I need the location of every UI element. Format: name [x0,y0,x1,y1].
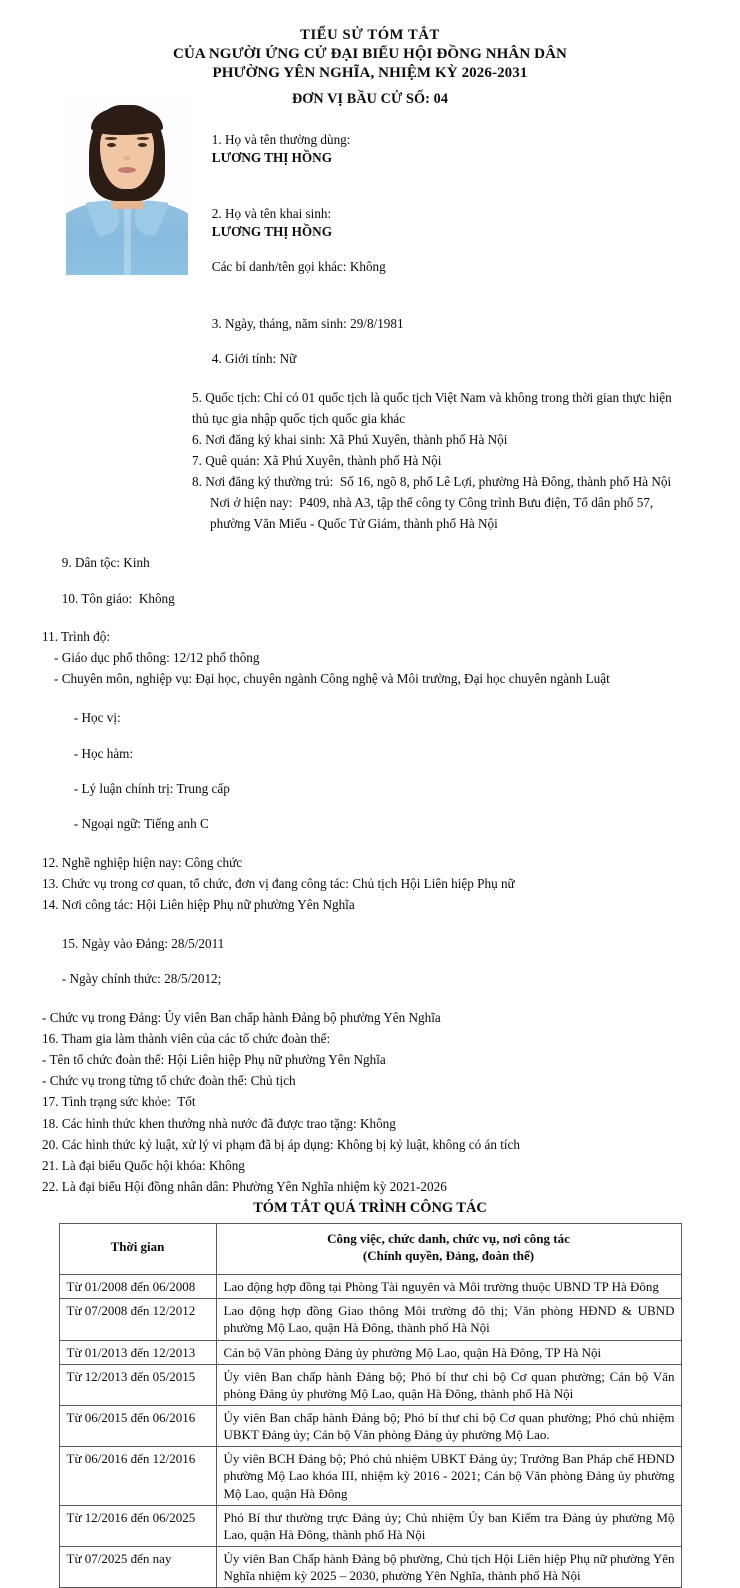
career-row-period: Từ 07/2025 đến nay [59,1547,216,1588]
field-nationality-line2: thủ tục gia nhập quốc tịch quốc gia khác [192,410,406,426]
field-occupation: 12. Nghề nghiệp hiện nay: Công chức [42,855,243,871]
career-col-task [216,1223,681,1274]
career-table-title: TÓM TẮT QUÁ TRÌNH CÔNG TÁC [253,1200,487,1217]
field-full-name-label: 1. Họ và tên thường dùng: [211,132,351,148]
career-row-period: Từ 12/2013 đến 05/2015 [59,1364,216,1405]
career-table-row [59,1340,681,1364]
photo-eye-right [138,143,147,147]
field-political-theory: - Lý luận chính trị: Trung cấp [73,780,230,796]
career-row-task: Ủy viên BCH Đảng bộ; Phó chủ nhiệm UBKT Đảng ủy; Trưởng Ban Pháp chế HĐND phường Mộ Lao khóa III, nhiệm kỳ 2016 - 2021; Cán bộ Văn phòng Đảng ủy phường Mộ Lao, quận Hà Đông [216,1447,681,1505]
career-row-period: Từ 06/2015 đến 06/2016 [59,1406,216,1447]
photo-eyebrow-left [105,137,117,140]
field-current-residence-line2: phường Văn Miếu - Quốc Tử Giám, thành phố Hà Nội [210,516,498,532]
field-academic-degree: - Học vị: [73,710,121,726]
field-party-dates [42,917,708,1005]
field-full-name-value: LƯƠNG THỊ HỒNG [211,149,332,165]
career-row-task: Ủy viên Ban Chấp hành Đảng bộ phường, Chủ tịch Hội Liên hiệp Phụ nữ phường Yên Nghĩa nhiệm kỳ 2025 – 2030, phường Yên Nghĩa, thành phố Hà Nội [216,1547,681,1588]
title-line-1: TIỂU SỬ TÓM TẮT [300,27,440,43]
field-party-official-date: - Ngày chính thức: 28/5/2012; [61,971,222,987]
field-birth-date: 3. Ngày, tháng, năm sinh: 29/8/1981 [211,315,404,331]
field-academic-rank: - Học hàm: [73,745,134,761]
field-religion: 10. Tôn giáo: Không [61,590,175,606]
career-row-task: Ủy viên Ban chấp hành Đảng bộ; Phó bí thư chi bộ Cơ quan phường; Phó chủ nhiệm UBKT Đảng ủy; Cán bộ Văn phòng Đảng ủy phường Mộ Lao. [216,1406,681,1447]
field-birth-name-label: 2. Họ và tên khai sinh: [211,206,332,222]
candidate-photo [66,95,188,275]
field-organization-position: - Chức vụ trong từng tổ chức đoàn thể: Chủ tịch [42,1073,296,1089]
field-nationality-line1: 5. Quốc tịch: Chỉ có 01 quốc tịch là quốc tịch Việt Nam và không trong thời gian thực hiện [192,389,672,405]
field-foreign-language: - Ngoại ngữ: Tiếng anh C [73,816,209,832]
photo-eye-left [107,143,116,147]
career-table-row [59,1547,681,1588]
career-table-row [59,1299,681,1340]
career-table-header-row [59,1223,681,1274]
career-col-task-line2: (Chính quyền, Đảng, đoàn thể) [362,1247,535,1263]
photo-mouth [118,167,136,173]
career-row-period: Từ 01/2008 đến 06/2008 [59,1275,216,1299]
field-national-assembly-delegate: 21. Là đại biểu Quốc hội khóa: Không [42,1157,245,1173]
career-table-row [59,1406,681,1447]
title-line-2: CỦA NGƯỜI ỨNG CỬ ĐẠI BIỂU HỘI ĐỒNG NHÂN DÂN [173,45,567,62]
field-health-status: 17. Tình trạng sức khỏe: Tốt [42,1094,196,1110]
career-table-row [59,1364,681,1405]
career-table [59,1223,682,1588]
field-ethnicity: 9. Dân tộc: Kinh [61,555,150,571]
field-birth-registration: 6. Nơi đăng ký khai sinh: Xã Phú Xuyên, thành phố Hà Nội [192,432,508,448]
career-row-task: Lao động hợp đồng Giao thông Môi trường đô thị; Văn phòng HĐND & UBND phường Mộ Lao, quận Hà Đông, thành phố Hà Nội [216,1299,681,1340]
field-academic-row [54,692,708,851]
field-organization-name: - Tên tổ chức đoàn thể: Hội Liên hiệp Phụ nữ phường Yên Nghĩa [42,1052,386,1068]
career-row-task: Phó Bí thư thường trực Đảng ủy; Chủ nhiệm Ủy ban Kiểm tra Đảng ủy phường Mộ Lao, quận Hà Đông, thành phố Hà Nội [216,1505,681,1546]
field-permanent-residence: 8. Nơi đăng ký thường trú: Số 16, ngõ 8, phố Lê Lợi, phường Hà Đông, thành phố Hà Nội [192,474,672,490]
field-professional-education: - Chuyên môn, nghiệp vụ: Đại học, chuyên ngành Công nghệ và Môi trường, Đại học chuyên ngành Luật [54,671,610,687]
field-ethnicity-religion [42,536,708,624]
field-party-position: - Chức vụ trong Đảng: Ủy viên Ban chấp hành Đảng bộ phường Yên Nghĩa [42,1010,441,1026]
field-party-join-date: 15. Ngày vào Đảng: 28/5/2011 [61,936,225,952]
field-hometown: 7. Quê quán: Xã Phú Xuyên, thành phố Hà Nội [192,453,442,469]
career-col-task-line1: Công việc, chức danh, chức vụ, nơi công tác [327,1230,570,1246]
photo-eyebrow-right [137,137,149,140]
field-current-residence-line1: Nơi ở hiện nay: P409, nhà A3, tập thể công ty Công trình Bưu điện, Tổ dân phố 57, [210,495,654,511]
career-row-task: Lao động hợp đồng tại Phòng Tài nguyên và Môi trường thuộc UBND TP Hà Đông [216,1275,681,1299]
field-birth-date-gender [192,297,708,385]
field-gender: 4. Giới tính: Nữ [211,351,297,367]
field-current-position: 13. Chức vụ trong cơ quan, tổ chức, đơn vị đang công tác: Chủ tịch Hội Liên hiệp Phụ nữ [42,876,515,892]
field-disciplinary-actions: 20. Các hình thức kỷ luật, xử lý vi phạm đã bị áp dụng: Không bị kỷ luật, không có án tích [42,1136,520,1152]
career-table-row [59,1505,681,1546]
election-unit: ĐƠN VỊ BẦU CỬ SỐ: 04 [291,90,449,107]
career-row-task: Cán bộ Văn phòng Đảng ủy phường Mộ Lao, quận Hà Đông, TP Hà Nội [216,1340,681,1364]
career-row-period: Từ 12/2016 đến 06/2025 [59,1505,216,1546]
field-organizations-heading: 16. Tham gia làm thành viên của các tổ chức đoàn thể: [42,1031,331,1047]
field-alias: Các bí danh/tên gọi khác: Không [211,259,386,275]
photo-shirt [66,201,188,275]
field-people-council-delegate: 22. Là đại biểu Hội đồng nhân dân: Phường Yên Nghĩa nhiệm kỳ 2021-2026 [42,1178,447,1194]
career-row-period: Từ 06/2016 đến 12/2016 [59,1447,216,1505]
career-row-period: Từ 07/2008 đến 12/2012 [59,1299,216,1340]
career-table-row [59,1275,681,1299]
field-full-name [192,113,708,184]
career-row-period: Từ 01/2013 đến 12/2013 [59,1340,216,1364]
field-birth-name [192,188,708,294]
career-row-task: Ủy viên Ban chấp hành Đảng bộ; Phó bí thư chi bộ Cơ quan phường; Cán bộ Văn phòng Đảng ủy phường Mộ Lao, quận Hà Đông, thành phố Hà Nội [216,1364,681,1405]
career-table-row [59,1447,681,1505]
title-line-3: PHƯỜNG YÊN NGHĨA, NHIỆM KỲ 2026-2031 [212,65,528,82]
field-workplace: 14. Nơi công tác: Hội Liên hiệp Phụ nữ phường Yên Nghĩa [42,897,355,913]
field-birth-name-value: LƯƠNG THỊ HỒNG [211,223,332,239]
career-col-period: Thời gian [59,1223,216,1274]
photo-nose [124,156,130,160]
biography-fields [32,113,708,1195]
field-state-awards: 18. Các hình thức khen thưởng nhà nước đã được trao tặng: Không [42,1115,396,1131]
career-table-body [59,1275,681,1588]
field-education-heading: 11. Trình độ: [42,629,111,645]
field-general-education: - Giáo dục phổ thông: 12/12 phổ thông [54,650,260,666]
